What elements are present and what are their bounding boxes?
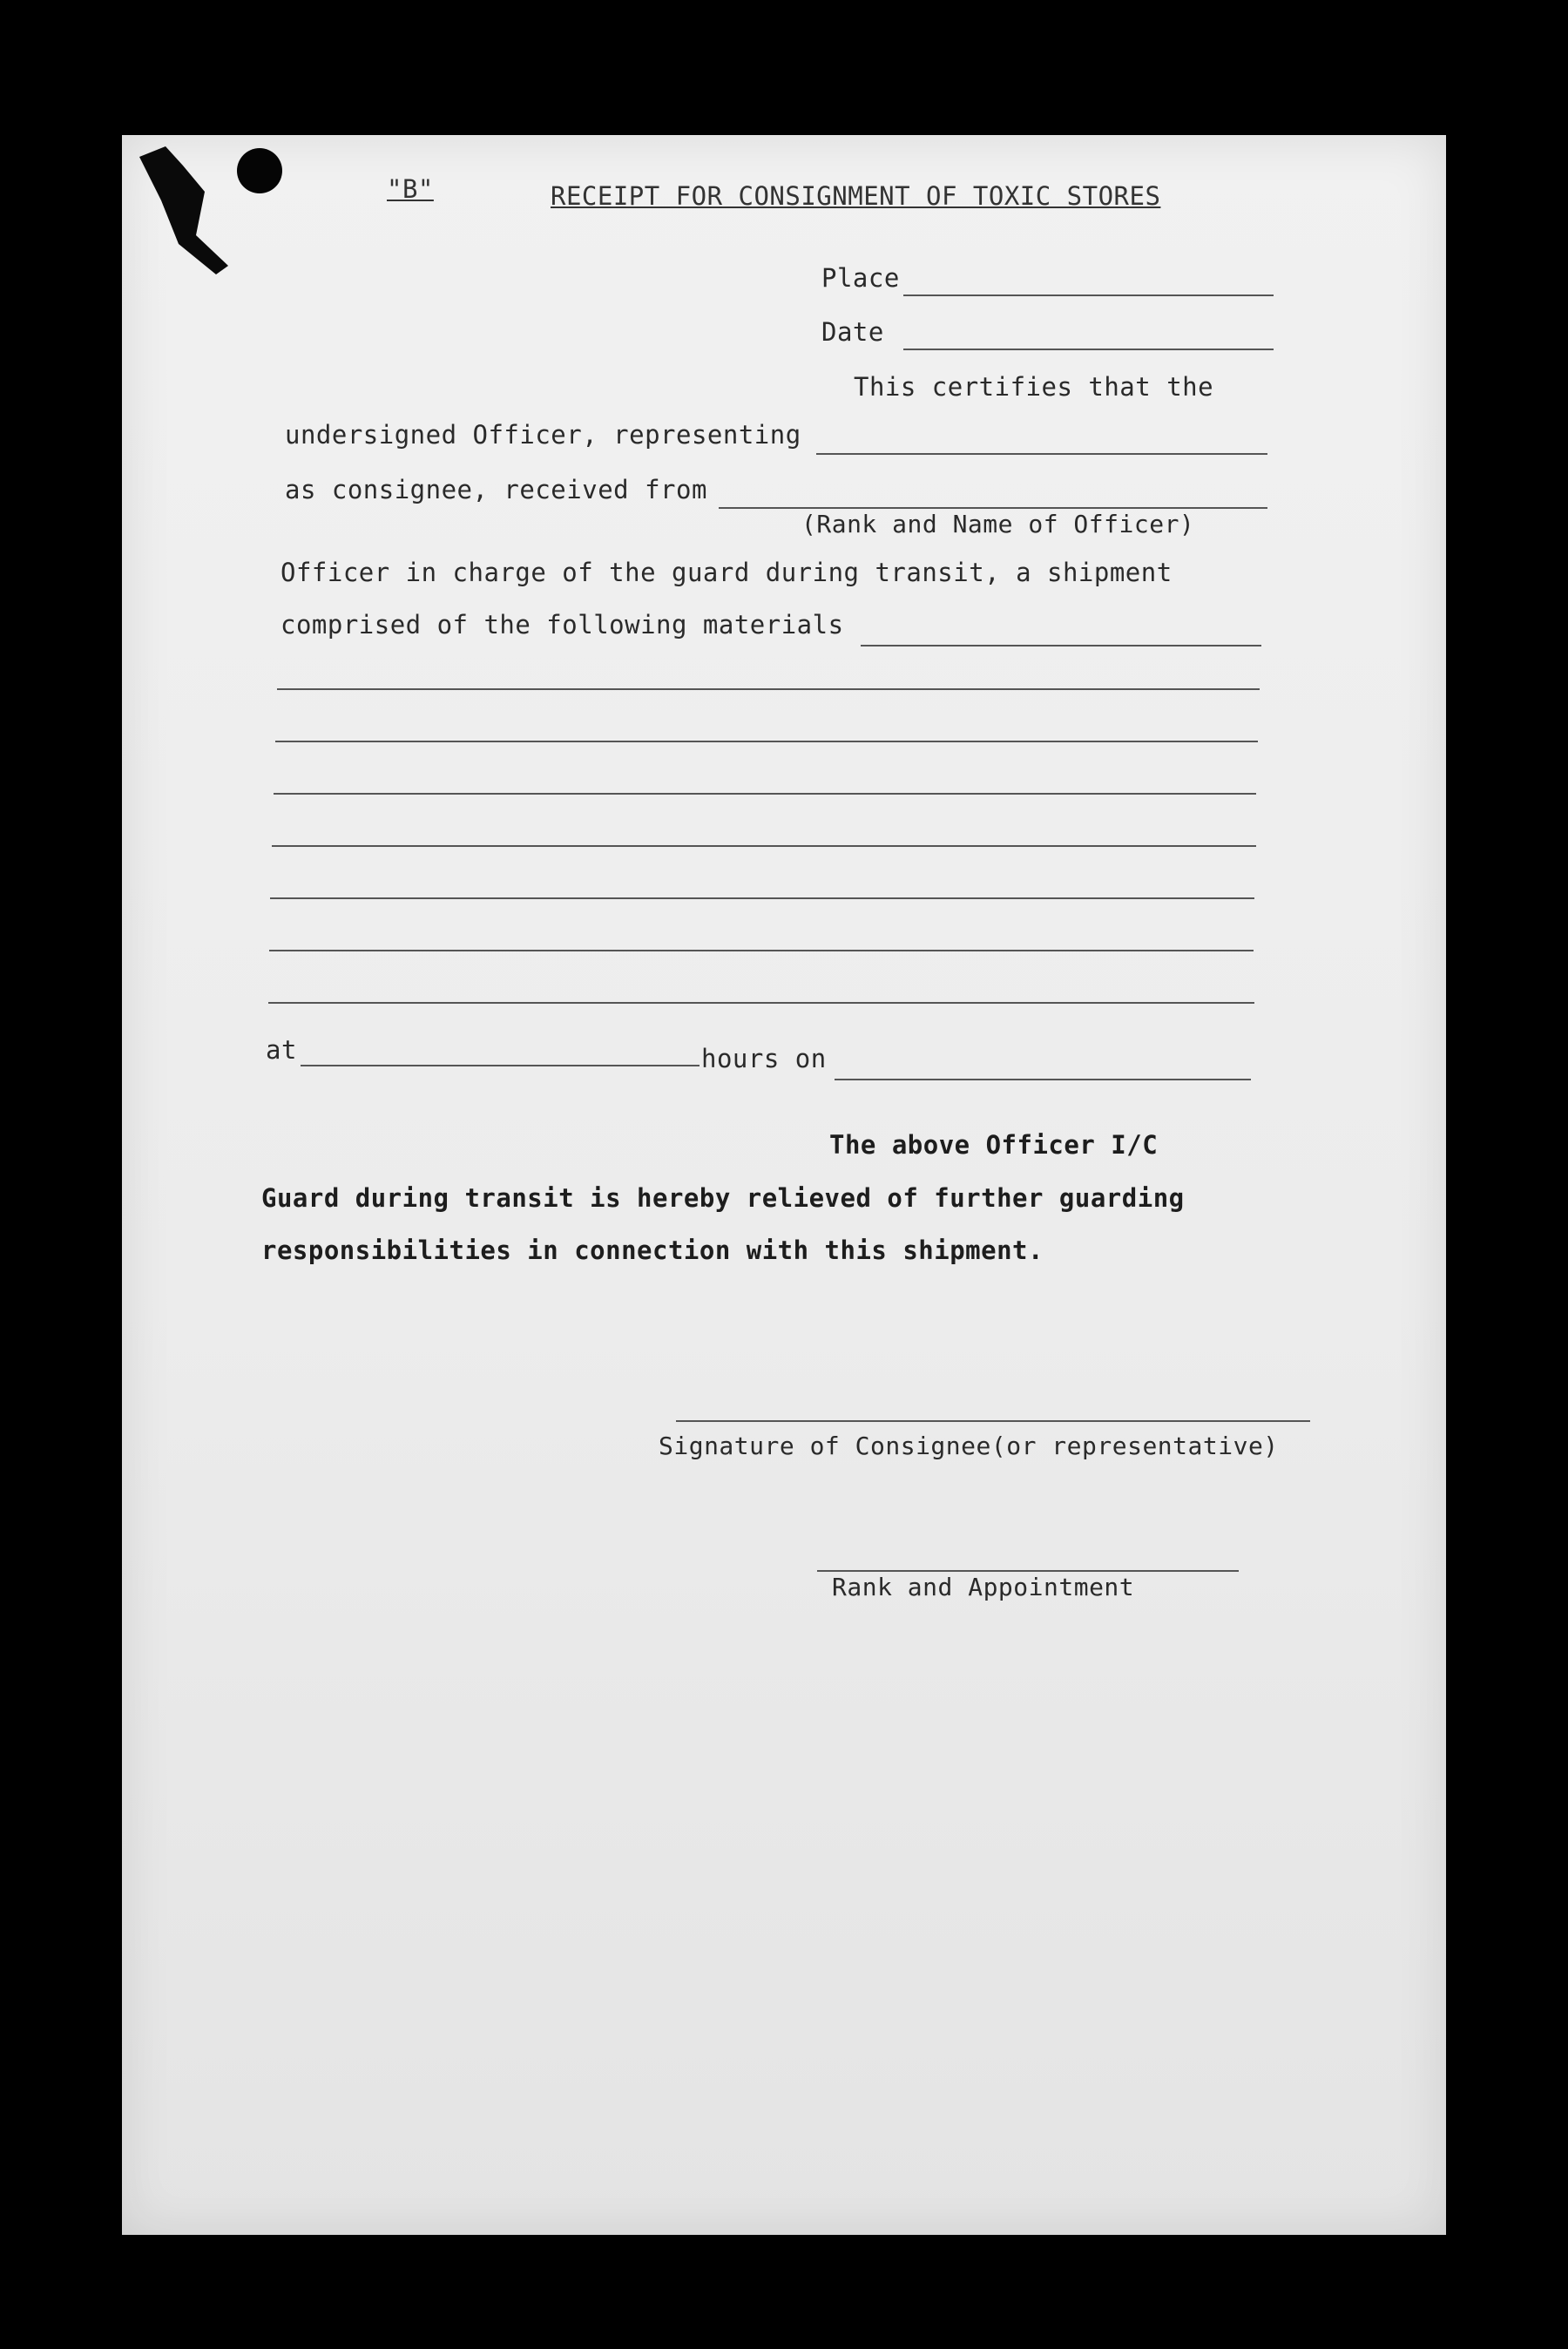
- materials-field-line[interactable]: [861, 645, 1261, 646]
- place-field-line[interactable]: [903, 294, 1274, 296]
- certify-line-3: as consignee, received from: [285, 475, 707, 504]
- materials-line-5[interactable]: [270, 897, 1254, 899]
- consignee-signature-caption: Signature of Consignee(or representative): [659, 1432, 1279, 1460]
- certify-line-1: This certifies that the: [854, 372, 1214, 402]
- materials-line-2[interactable]: [275, 741, 1258, 742]
- relief-line-3: responsibilities in connection with this shipment.: [261, 1235, 1044, 1265]
- relief-line-2: Guard during transit is hereby relieved of further guarding: [261, 1183, 1185, 1213]
- materials-line-7[interactable]: [268, 1002, 1254, 1004]
- rank-appointment-caption: Rank and Appointment: [832, 1573, 1135, 1601]
- punch-hole: [237, 148, 282, 193]
- materials-line-1[interactable]: [277, 688, 1260, 690]
- certify-line-2: undersigned Officer, representing: [285, 420, 801, 450]
- materials-line-6[interactable]: [269, 950, 1254, 951]
- rank-appointment-line[interactable]: [817, 1570, 1239, 1572]
- document-title: RECEIPT FOR CONSIGNMENT OF TOXIC STORES: [551, 181, 1161, 211]
- relief-line-1: The above Officer I/C: [829, 1130, 1159, 1160]
- materials-line-4[interactable]: [272, 845, 1256, 847]
- hours-on-field-line[interactable]: [835, 1079, 1251, 1080]
- certify-line-5: comprised of the following materials: [280, 610, 844, 640]
- annex-label: "B": [387, 174, 434, 204]
- place-label: Place: [821, 263, 900, 293]
- certify-line-4: Officer in charge of the guard during transit, a shipment: [280, 558, 1173, 587]
- at-label: at: [266, 1035, 297, 1065]
- date-field-line[interactable]: [903, 349, 1274, 350]
- hours-on-label: hours on: [701, 1044, 827, 1073]
- materials-line-3[interactable]: [274, 793, 1256, 795]
- rank-name-caption: (Rank and Name of Officer): [801, 510, 1195, 538]
- representing-field-line[interactable]: [816, 453, 1267, 455]
- date-label: Date: [821, 317, 884, 347]
- at-time-field-line[interactable]: [301, 1065, 700, 1066]
- torn-corner-mark: [131, 139, 244, 279]
- consignee-signature-line[interactable]: [676, 1420, 1310, 1422]
- received-from-field-line[interactable]: [719, 507, 1267, 509]
